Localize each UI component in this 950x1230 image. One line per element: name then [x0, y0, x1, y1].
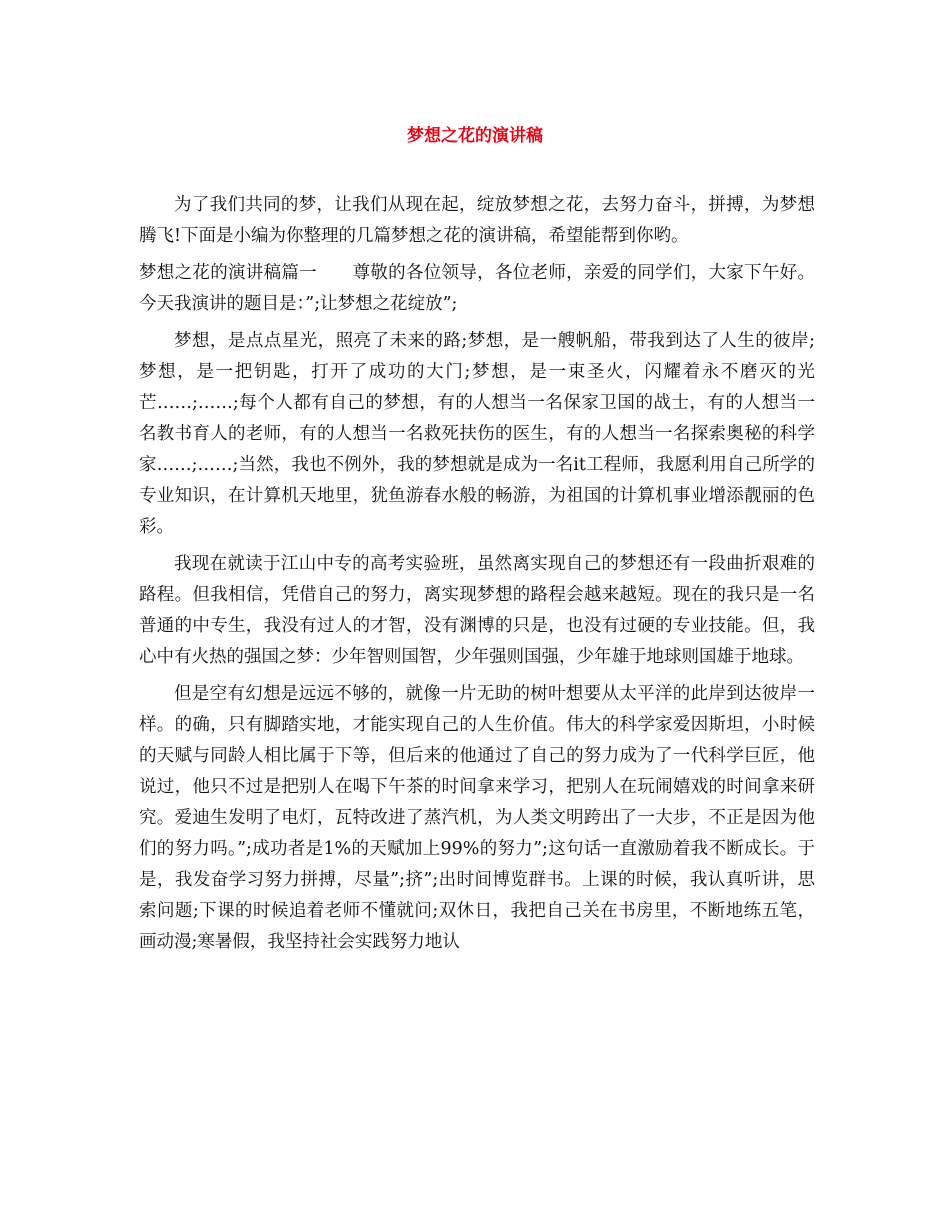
document-body [139, 190, 815, 964]
paragraph: 我现在就读于江山中专的高考实验班，虽然离实现自己的梦想还有一段曲折艰难的路程。但我相信，凭借自己的努力，离实现梦想的路程会越来越短。现在的我只是一名普通的中专生，我没有过人的才智，没有渊博的只是，也没有过硬的专业技能。但，我心中有火热的强国之梦：少年智则国智，少年强则国强，少年雄于地球则国雄于地球。 [139, 554, 815, 667]
paragraph: 为了我们共同的梦，让我们从现在起，绽放梦想之花，去努力奋斗，拼搏，为梦想腾飞!下面是小编为你整理的几篇梦想之花的演讲稿，希望能帮到你哟。 [139, 195, 815, 246]
paragraph: 梦想，是点点星光，照亮了未来的路;梦想，是一艘帆船，带我到达了人生的彼岸;梦想，是一把钥匙，打开了成功的大门;梦想，是一束圣火，闪耀着永不磨灭的光芒……;……;每个人都有自己的梦想，有的人想当一名保家卫国的战士，有的人想当一名教书育人的老师，有的人想当一名救死扶伤的医生，有的人想当一名探索奥秘的科学家……;……;当然，我也不例外，我的梦想就是成为一名it工程师，我愿利用自己所学的专业知识，在计算机天地里，犹鱼游春水般的畅游，为祖国的计算机事业增添靓丽的色彩。 [139, 331, 815, 537]
document-title: 梦想之花的演讲稿 [407, 126, 543, 146]
paragraph: 但是空有幻想是远远不够的，就像一片无助的树叶想要从太平洋的此岸到达彼岸一样。的确，只有脚踏实地，才能实现自己的人生价值。伟大的科学家爱因斯坦，小时候的天赋与同龄人相比属于下等，但后来的他通过了自己的努力成为了一代科学巨匠，他说过，他只不过是把别人在喝下午茶的时间拿来学习，把别人在玩闹嬉戏的时间拿来研究。爱迪生发明了电灯，瓦特改进了蒸汽机，为人类文明跨出了一大步，不正是因为他们的努力吗。”;成功者是1%的天赋加上99%的努力”;这句话一直激励着我不断成长。于是，我发奋学习努力拼搏，尽量”;挤”;出时间博览群书。上课的时候，我认真听讲，思索问题;下课的时候追着老师不懂就问;双休日，我把自己关在书房里，不断地练五笔，画动漫;寒暑假，我坚持社会实践努力地认 [139, 684, 815, 952]
paragraph: 梦想之花的演讲稿篇一 尊敬的各位领导，各位老师，亲爱的同学们，大家下午好。今天我演讲的题目是：”;让梦想之花绽放”; [139, 263, 815, 314]
